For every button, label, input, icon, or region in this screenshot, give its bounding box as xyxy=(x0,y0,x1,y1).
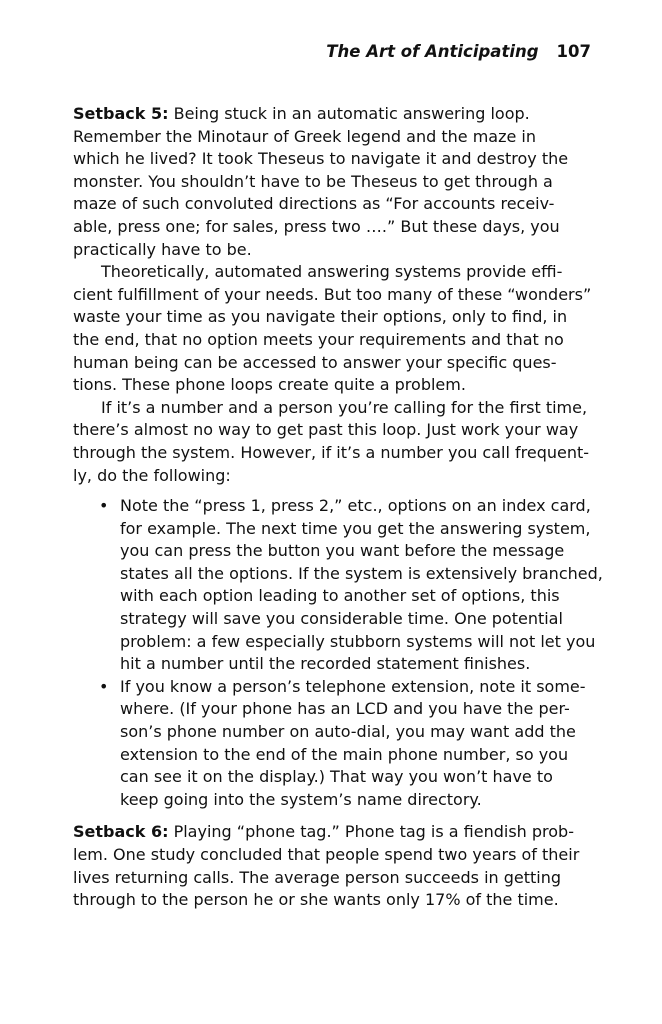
text-line: practically have to be. xyxy=(73,239,252,259)
text-line: son’s phone number on auto-dial, you may want add the xyxy=(120,722,576,742)
text-line: with each option leading to another set of options, this xyxy=(120,586,560,606)
automated-systems-paragraph xyxy=(73,261,591,397)
text-line: where. (If your phone has an LCD and you have the per- xyxy=(120,699,570,719)
text-line: tions. These phone loops create quite a problem. xyxy=(73,375,466,395)
text-line: waste your time as you navigate their options, only to find, in xyxy=(73,307,568,327)
text-line: Setback 5: Being stuck in an automatic answering loop. xyxy=(73,104,530,123)
text-line: Note the “press 1, press 2,” etc., options on an index card, xyxy=(120,496,591,516)
text-line: the end, that no option meets your requirements and that no xyxy=(73,329,564,349)
list-item xyxy=(73,495,603,676)
text-line: hit a number until the recorded statement finishes. xyxy=(120,654,531,674)
text-line: cient fulfillment of your needs. But too many of these “wonders” xyxy=(73,284,592,304)
bullet-marker: • xyxy=(99,676,109,696)
setback-6-paragraph xyxy=(73,821,591,911)
text-line: human being can be accessed to answer your specific ques- xyxy=(73,352,557,372)
text-line: strategy will save you considerable time. One potential xyxy=(120,609,563,629)
text-line: for example. The next time you get the answering system, xyxy=(120,518,591,538)
text-line: If you know a person’s telephone extension, note it some- xyxy=(120,676,586,696)
running-header xyxy=(326,42,591,61)
text-line: states all the options. If the system is extensively branched, xyxy=(120,563,603,583)
setback-5-label: Setback 5: xyxy=(73,104,169,123)
text-line: Theoretically, automated answering systems provide effi- xyxy=(101,262,563,282)
text-line: maze of such convoluted directions as “For accounts receiv- xyxy=(73,194,555,214)
bullet-marker: • xyxy=(99,496,109,516)
first-time-paragraph xyxy=(73,397,591,487)
text-line: Remember the Minotaur of Greek legend and the maze in xyxy=(73,126,537,146)
text-line: which he lived? It took Theseus to navigate it and destroy the xyxy=(73,149,569,169)
text-line: through to the person he or she wants only 17% of the time. xyxy=(73,890,559,910)
text-line: ly, do the following: xyxy=(73,465,231,485)
setback-6-label: Setback 6: xyxy=(73,822,169,842)
text-line: keep going into the system’s name directory. xyxy=(120,789,482,809)
text-line: If it’s a number and a person you’re calling for the first time, xyxy=(101,397,588,417)
list-item xyxy=(73,676,591,812)
text-line: can see it on the display.) That way you won’t have to xyxy=(120,767,553,787)
text-line: through the system. However, if it’s a number you call frequent- xyxy=(73,442,590,462)
text-line: monster. You shouldn’t have to be Theseus to get through a xyxy=(73,171,553,191)
page-body xyxy=(73,103,603,912)
text-line: extension to the end of the main phone number, so you xyxy=(120,744,569,764)
running-title: The Art of Anticipating xyxy=(326,42,539,61)
text-line: lem. One study concluded that people spend two years of their xyxy=(73,845,580,864)
bullet-list xyxy=(73,495,603,811)
text-line: able, press one; for sales, press two ….” But these days, you xyxy=(73,216,560,236)
text-line: problem: a few especially stubborn systems will not let you xyxy=(120,631,596,651)
text-line: there’s almost no way to get past this loop. Just work your way xyxy=(73,420,579,440)
setback-5-paragraph xyxy=(73,103,591,261)
text-line: Setback 6: Playing “phone tag.” Phone tag is a fiendish prob- xyxy=(73,822,574,842)
text-line: you can press the button you want before the message xyxy=(120,541,565,561)
text-line: lives returning calls. The average person succeeds in getting xyxy=(73,867,562,887)
page-number: 107 xyxy=(556,42,591,61)
